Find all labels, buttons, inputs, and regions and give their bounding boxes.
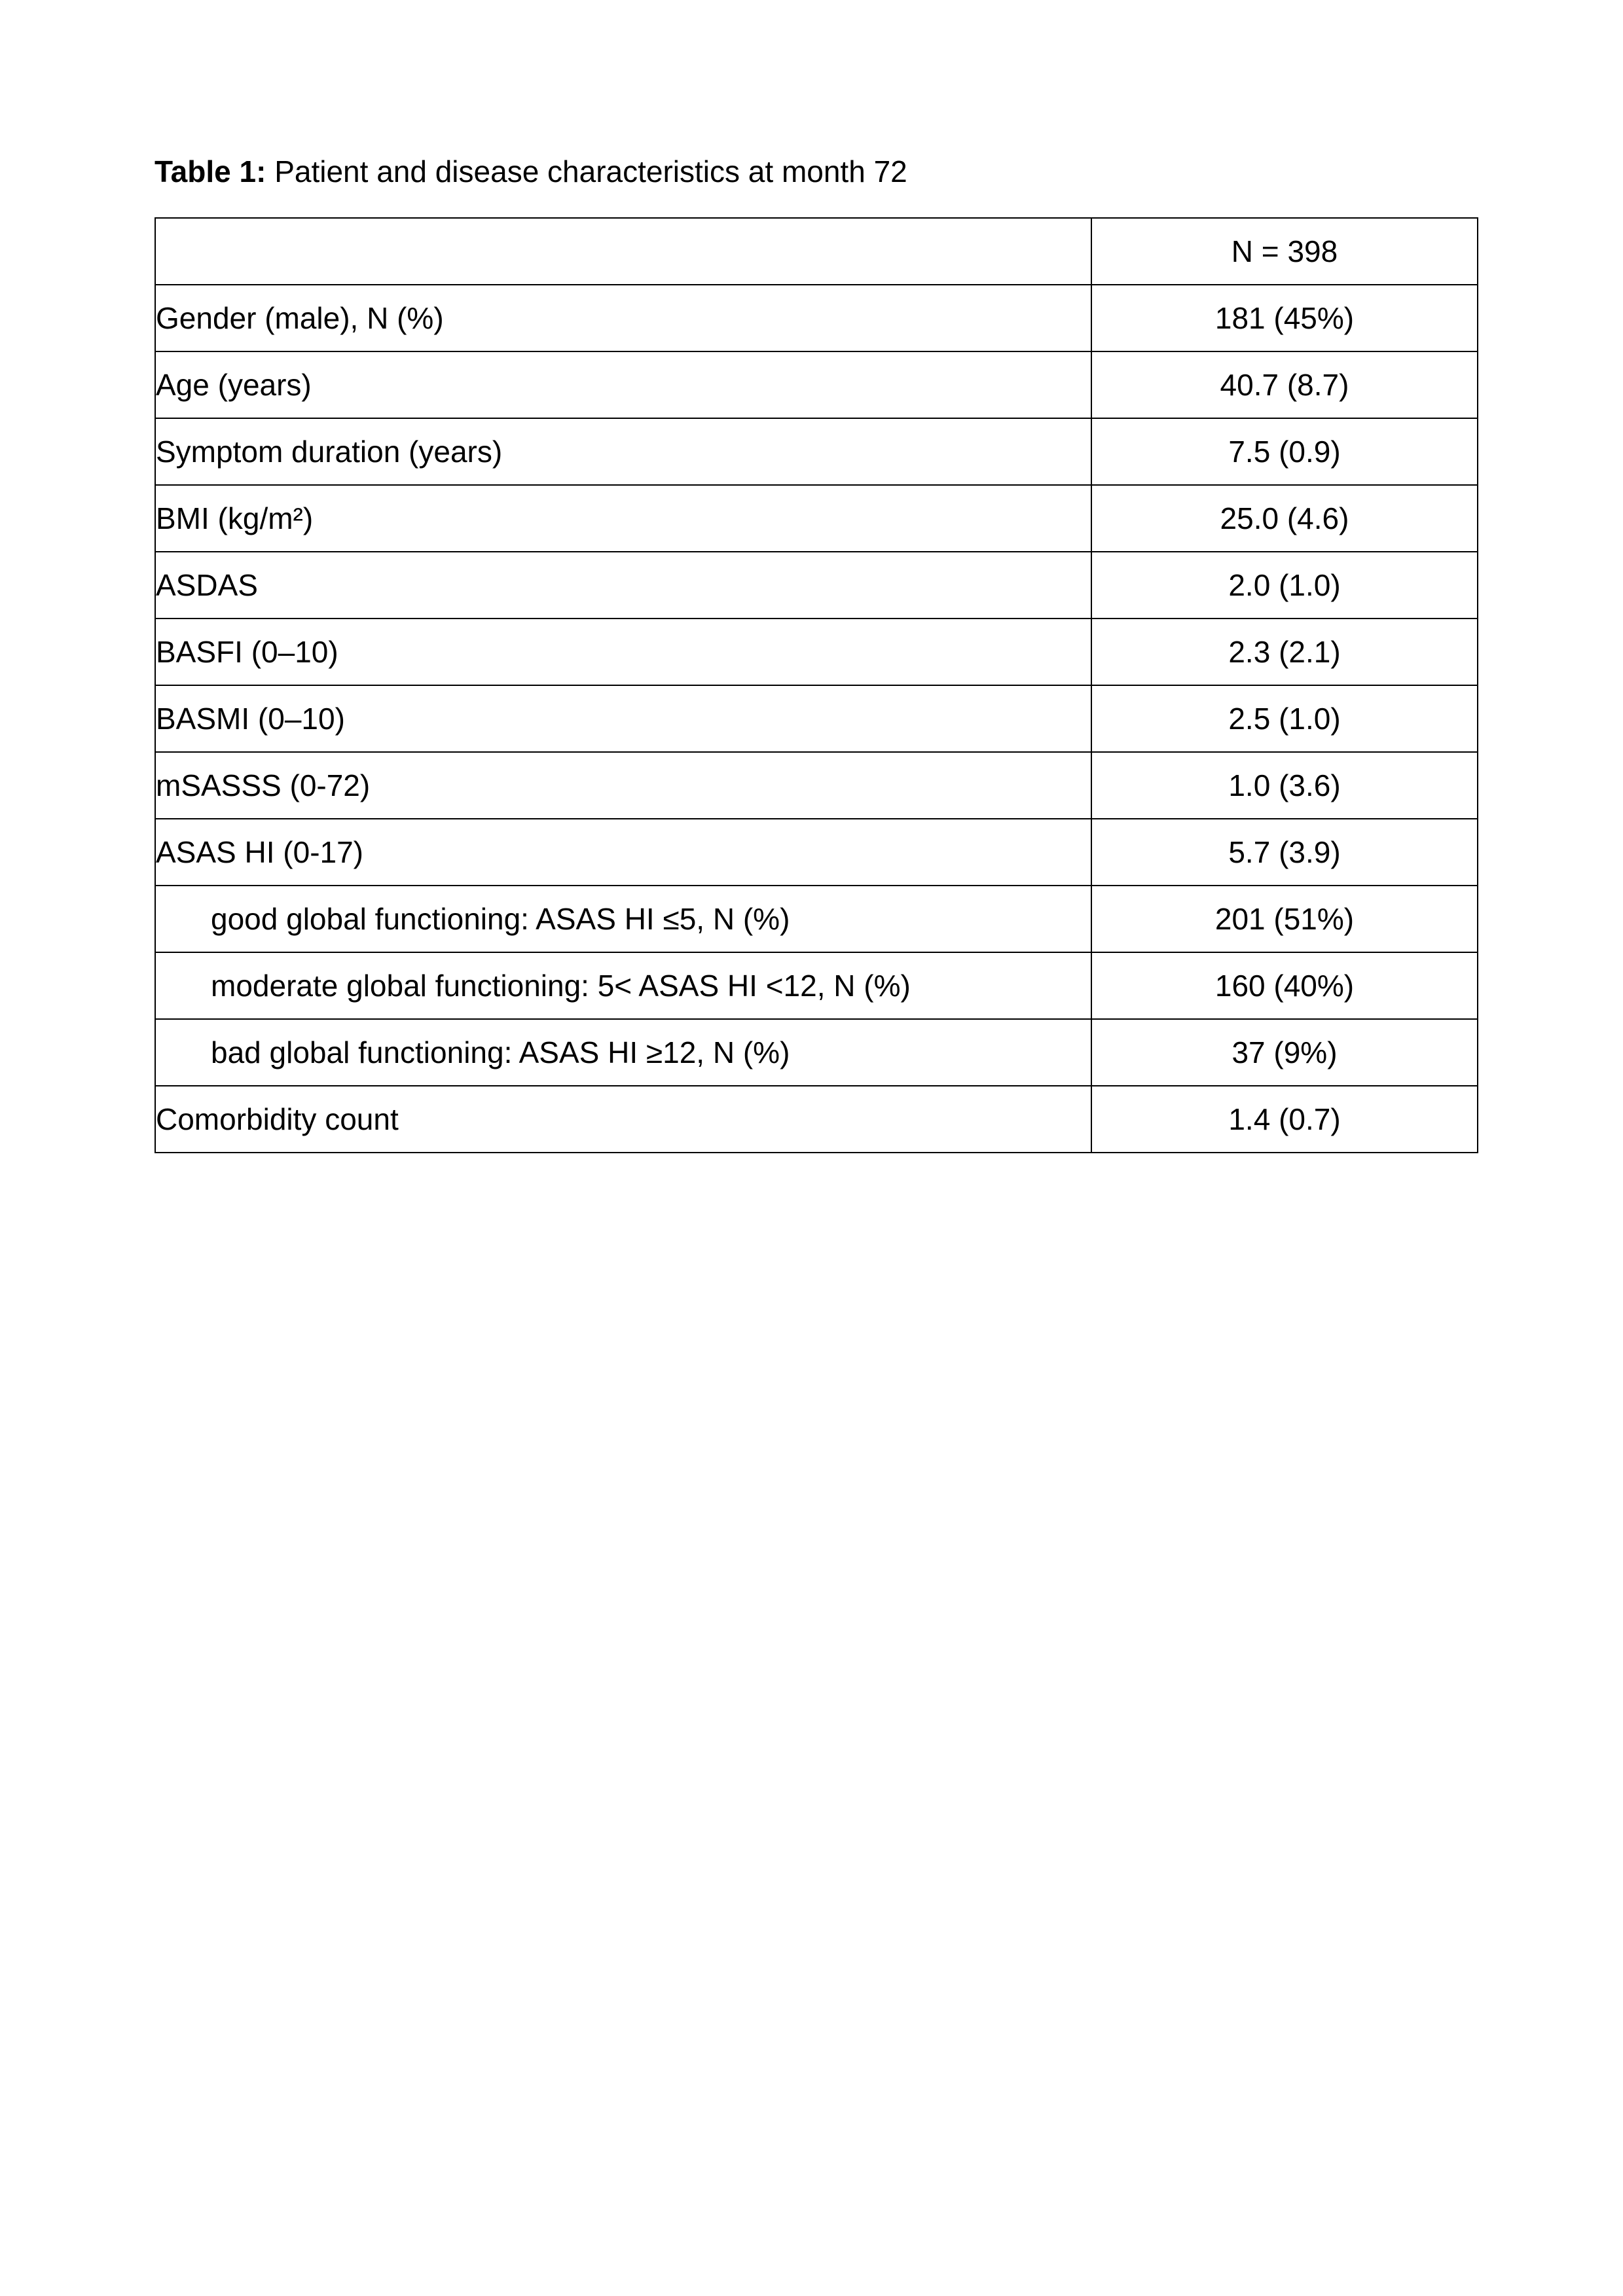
row-value: 37 (9%) <box>1091 1019 1478 1086</box>
row-value: 160 (40%) <box>1091 952 1478 1019</box>
row-label-indented: moderate global functioning: 5< ASAS HI <12, N (%) <box>155 952 1091 1019</box>
row-value: 5.7 (3.9) <box>1091 819 1478 886</box>
table-row <box>155 552 1478 619</box>
row-label: BMI (kg/m²) <box>155 485 1091 552</box>
characteristics-table <box>155 217 1478 1153</box>
row-label: BASFI (0–10) <box>155 619 1091 685</box>
table-caption <box>155 152 907 191</box>
header-label-cell <box>155 218 1091 285</box>
row-value: 1.0 (3.6) <box>1091 752 1478 819</box>
table-row <box>155 952 1478 1019</box>
caption-label: Table 1: <box>155 154 266 188</box>
table-row <box>155 886 1478 952</box>
table-row <box>155 1019 1478 1086</box>
row-label: Age (years) <box>155 351 1091 418</box>
row-value: 25.0 (4.6) <box>1091 485 1478 552</box>
table-row <box>155 285 1478 351</box>
row-value: 181 (45%) <box>1091 285 1478 351</box>
row-label-indented: bad global functioning: ASAS HI ≥12, N (%) <box>155 1019 1091 1086</box>
row-value: 40.7 (8.7) <box>1091 351 1478 418</box>
row-value: 2.0 (1.0) <box>1091 552 1478 619</box>
table-row <box>155 351 1478 418</box>
table-row <box>155 819 1478 886</box>
table-row <box>155 418 1478 485</box>
row-value: 7.5 (0.9) <box>1091 418 1478 485</box>
table-row <box>155 685 1478 752</box>
table-row <box>155 485 1478 552</box>
row-label: Comorbidity count <box>155 1086 1091 1153</box>
row-value: 2.5 (1.0) <box>1091 685 1478 752</box>
row-label: ASAS HI (0-17) <box>155 819 1091 886</box>
header-n-cell: N = 398 <box>1091 218 1478 285</box>
table-header-row <box>155 218 1478 285</box>
table-row <box>155 1086 1478 1153</box>
caption-text: Patient and disease characteristics at month 72 <box>266 154 907 188</box>
row-label: Symptom duration (years) <box>155 418 1091 485</box>
table-row <box>155 752 1478 819</box>
table-row <box>155 619 1478 685</box>
row-value: 201 (51%) <box>1091 886 1478 952</box>
row-label-indented: good global functioning: ASAS HI ≤5, N (%) <box>155 886 1091 952</box>
row-value: 1.4 (0.7) <box>1091 1086 1478 1153</box>
row-label: BASMI (0–10) <box>155 685 1091 752</box>
row-label: Gender (male), N (%) <box>155 285 1091 351</box>
row-label: ASDAS <box>155 552 1091 619</box>
row-label: mSASSS (0-72) <box>155 752 1091 819</box>
row-value: 2.3 (2.1) <box>1091 619 1478 685</box>
